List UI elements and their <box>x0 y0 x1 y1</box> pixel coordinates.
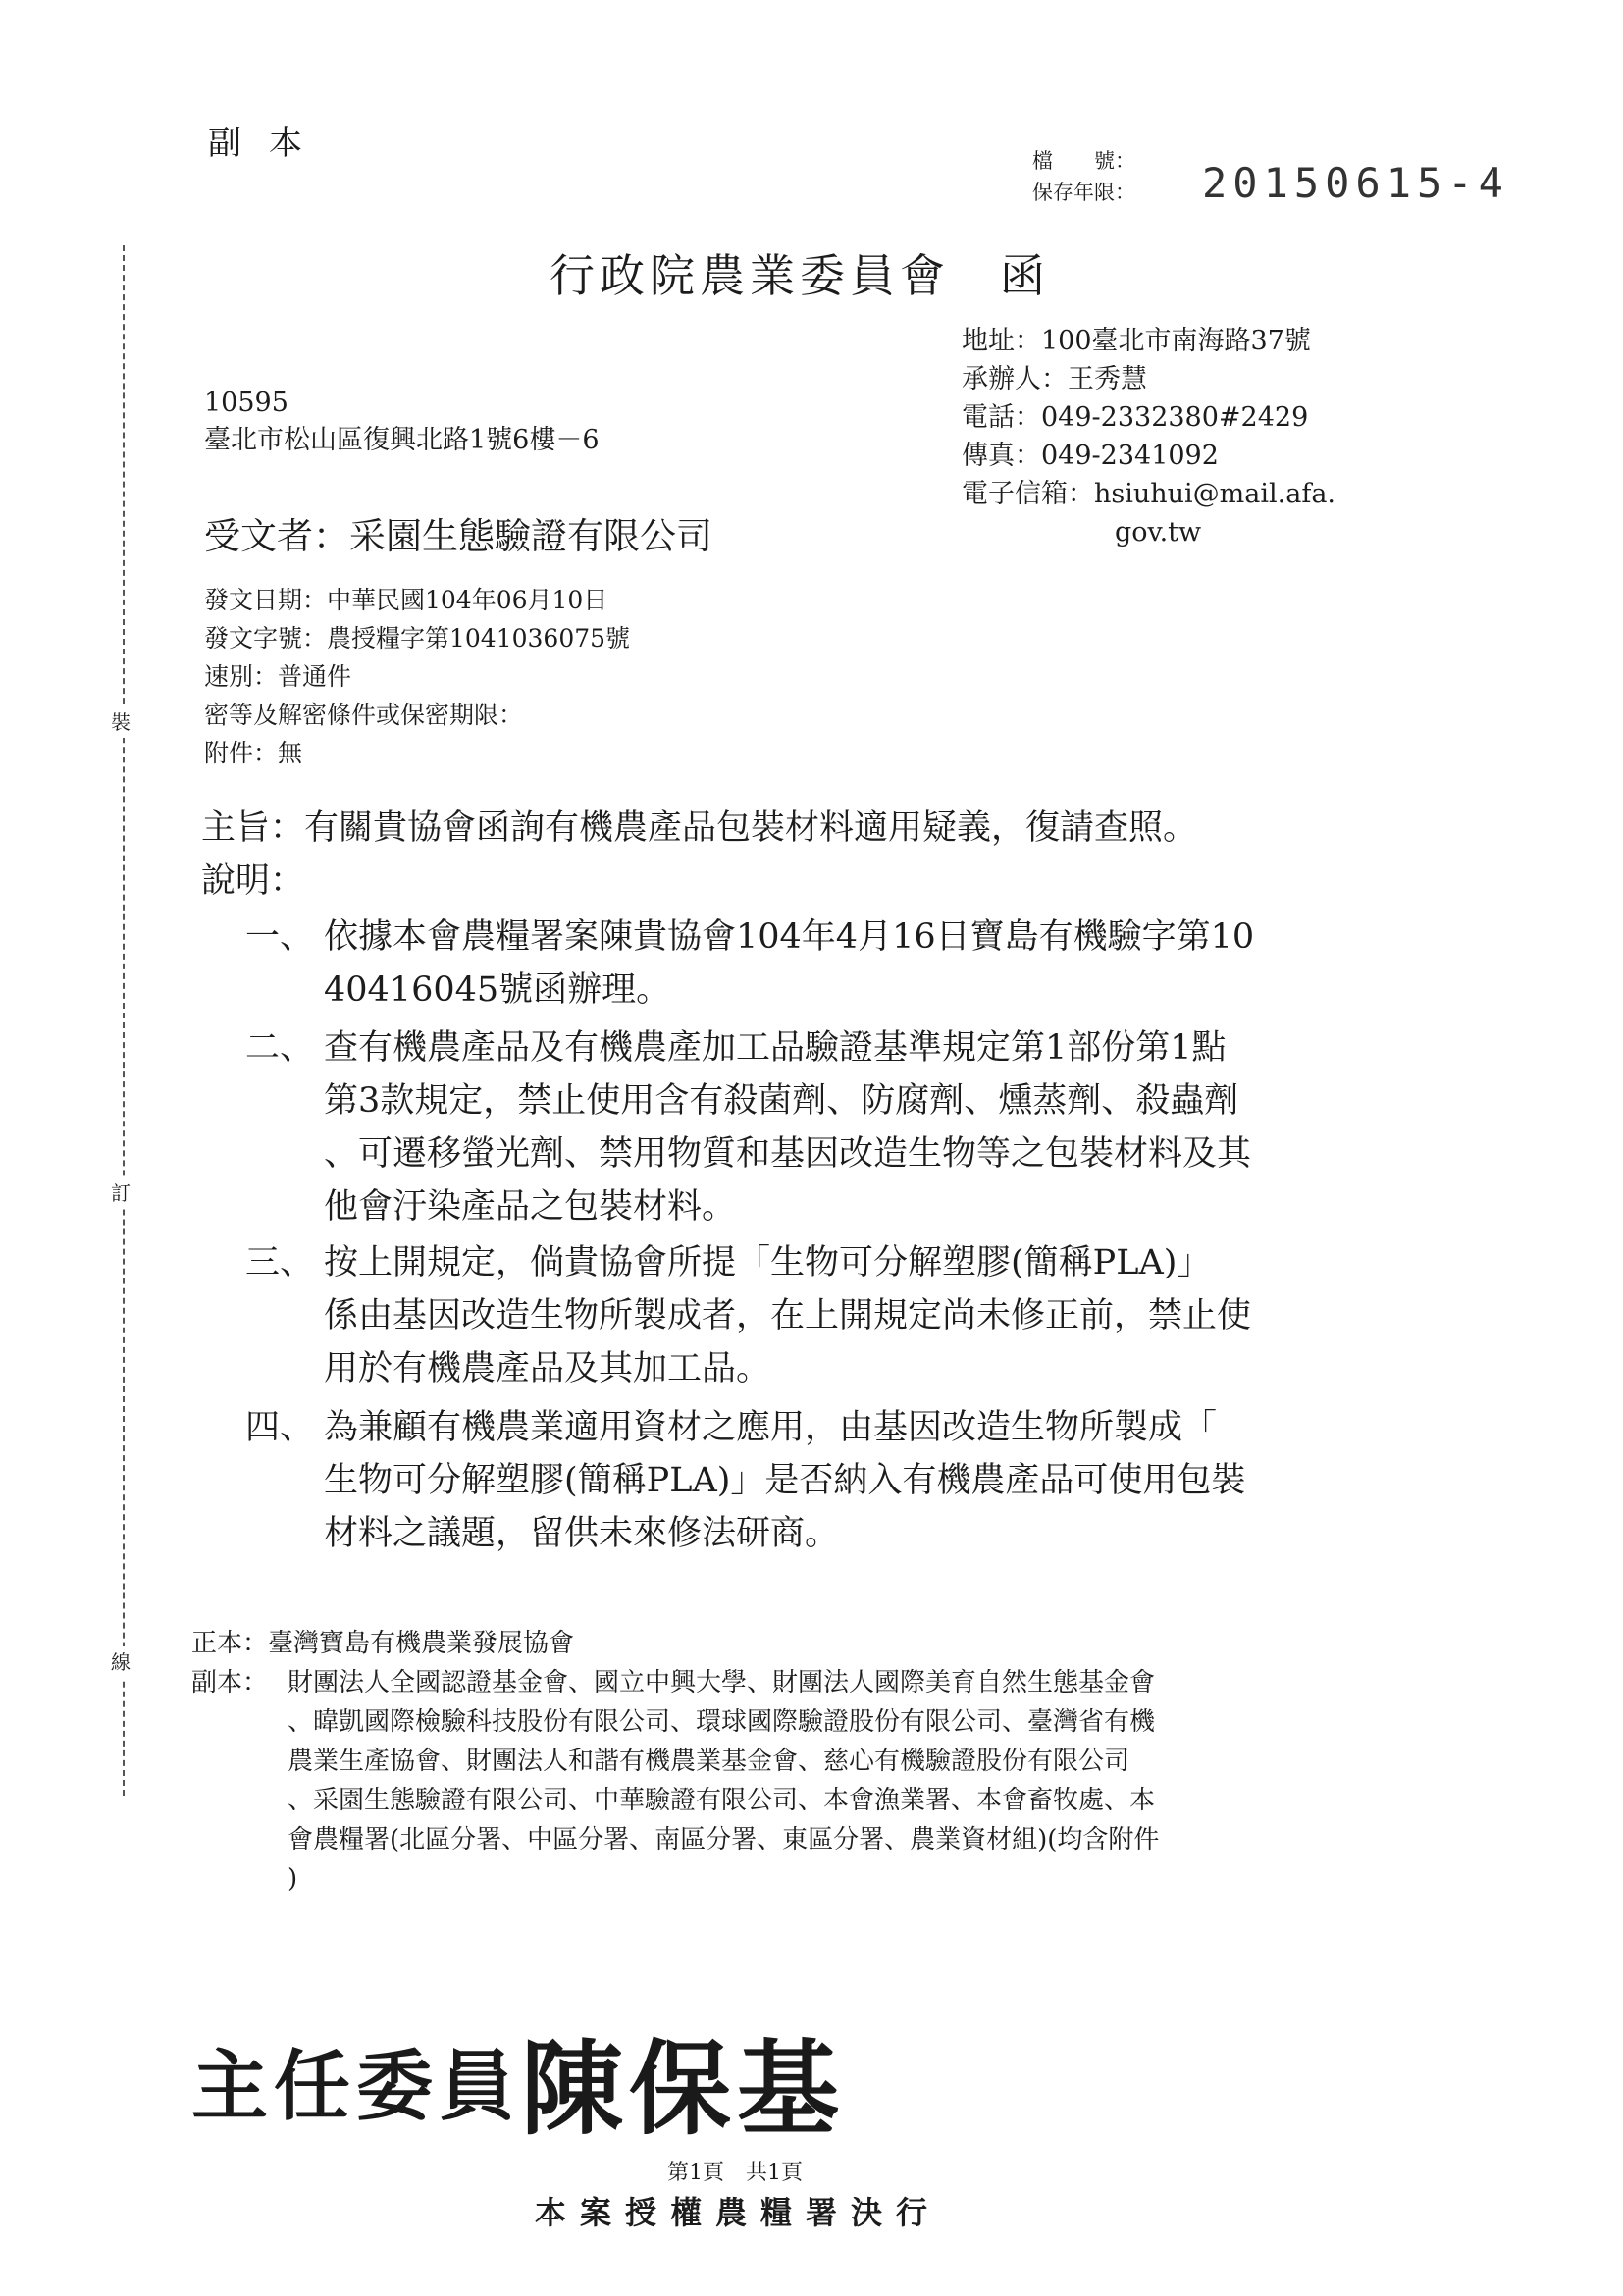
item-line: 為兼顧有機農業適用資材之應用，由基因改造生物所製成「 <box>324 1408 1218 1447</box>
copy-recipients-line: 、暐凱國際檢驗科技股份有限公司、環球國際驗證股份有限公司、臺灣省有機 <box>288 1707 1156 1737</box>
file-info <box>1032 145 1135 208</box>
recipient: 受文者：采園生態驗證有限公司 <box>204 515 712 557</box>
document-title: 行政院農業委員會 函 <box>550 249 1050 302</box>
phone: 電話：049-2332380#2429 <box>962 402 1309 433</box>
item-number: 二、 <box>245 1028 315 1068</box>
item-number: 三、 <box>245 1243 315 1282</box>
file-no-label: 檔 號： <box>1032 149 1135 173</box>
handler: 承辦人：王秀慧 <box>962 364 1147 394</box>
secrecy-level: 密等及解密條件或保密期限： <box>204 701 524 729</box>
recipient-address <box>204 385 600 459</box>
postal-code: 10595 <box>204 388 288 418</box>
delegation-note: 本案授權農糧署決行 <box>535 2194 942 2231</box>
recipient-street-address: 臺北市松山區復興北路1號6樓－6 <box>204 425 600 455</box>
binding-line <box>123 245 125 1796</box>
issue-date: 發文日期：中華民國104年06月10日 <box>204 586 608 614</box>
primary-label: 正本： <box>191 1629 269 1658</box>
item-line: 、可遷移螢光劑、禁用物質和基因改造生物等之包裝材料及其 <box>324 1134 1252 1174</box>
subject: 主旨：有關貴協會函詢有機農產品包裝材料適用疑義，復請查照。 <box>201 809 1198 848</box>
binding-mark-ding: 訂 <box>111 1177 131 1209</box>
item-number: 四、 <box>245 1408 315 1447</box>
attachment: 附件：無 <box>204 739 303 767</box>
sender-contact <box>962 322 1335 551</box>
explanation-label: 說明： <box>201 861 305 901</box>
item-line: 用於有機農產品及其加工品。 <box>324 1349 771 1388</box>
item-number: 一、 <box>245 917 315 957</box>
archive-number: 20150615-4 <box>1202 159 1509 207</box>
signature <box>191 2007 1035 2154</box>
speed-class: 速別：普通件 <box>204 662 352 691</box>
item-line: 查有機農產品及有機農產加工品驗證基準規定第1部份第1點 <box>324 1028 1227 1068</box>
item-line: 第3款規定，禁止使用含有殺菌劑、防腐劑、燻蒸劑、殺蟲劑 <box>324 1081 1239 1121</box>
page-number: 第1頁 共1頁 <box>667 2161 803 2185</box>
signature-title: 主任委員 <box>191 2042 522 2131</box>
copy-recipients-line: 會農糧署(北區分署、中區分署、南區分署、東區分署、農業資材組)(均含附件 <box>288 1825 1160 1854</box>
primary-recipient: 臺灣寶島有機農業發展協會 <box>268 1629 575 1658</box>
item-line: 材料之議題，留供未來修法研商。 <box>324 1514 840 1553</box>
copy-recipients-line: 財團法人全國認證基金會、國立中興大學、財團法人國際美育自然生態基金會 <box>288 1668 1156 1697</box>
retention-label: 保存年限： <box>1032 181 1135 204</box>
copy-label: 副本： <box>191 1668 269 1697</box>
binding-mark-zhuang: 裝 <box>111 706 131 738</box>
signature-name: 陳保基 <box>521 2028 846 2149</box>
item-line: 依據本會農糧署案陳貴協會104年4月16日寶島有機驗字第10 <box>324 917 1255 957</box>
email: 電子信箱：hsiuhui@mail.afa. <box>962 479 1336 509</box>
copy-recipients-line: ) <box>288 1864 298 1894</box>
binding-mark-xian: 線 <box>111 1646 131 1678</box>
item-line: 生物可分解塑膠(簡稱PLA)」是否納入有機農產品可使用包裝 <box>324 1461 1246 1500</box>
fax: 傳真：049-2341092 <box>962 441 1219 471</box>
item-line: 按上開規定，倘貴協會所提「生物可分解塑膠(簡稱PLA)」 <box>324 1243 1212 1282</box>
email-continued: gov.tw <box>1115 517 1202 548</box>
document-meta <box>204 581 630 772</box>
sender-address: 地址：100臺北市南海路37號 <box>962 326 1311 356</box>
copy-recipients-line: 、采園生態驗證有限公司、中華驗證有限公司、本會漁業署、本會畜牧處、本 <box>288 1786 1156 1815</box>
item-line: 他會汙染產品之包裝材料。 <box>324 1187 737 1226</box>
item-line: 40416045號函辦理。 <box>324 970 671 1010</box>
item-line: 係由基因改造生物所製成者，在上開規定尚未修正前，禁止使 <box>324 1296 1252 1335</box>
copy-recipients-line: 農業生產協會、財團法人和諧有機農業基金會、慈心有機驗證股份有限公司 <box>288 1747 1130 1776</box>
document-number: 發文字號：農授糧字第1041036075號 <box>204 624 631 652</box>
copy-mark: 副本 <box>208 124 330 163</box>
